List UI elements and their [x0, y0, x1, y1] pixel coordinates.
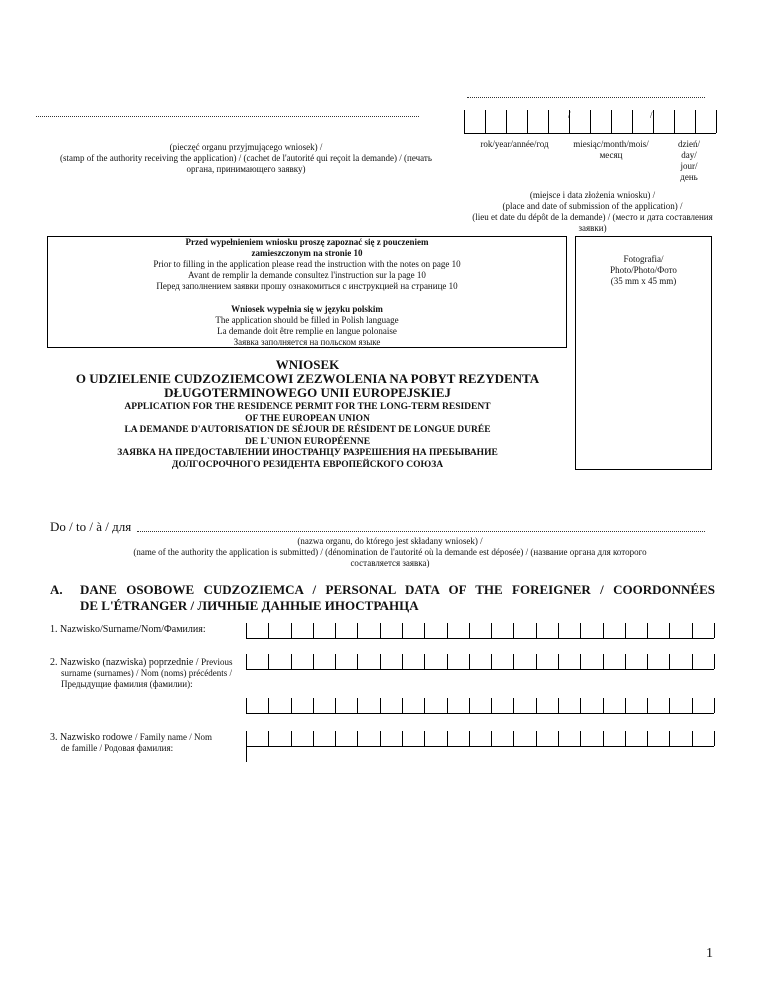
previous-surname-box-divider [402, 698, 403, 713]
previous-surname-box-divider [647, 698, 648, 713]
family-name-box-divider [291, 731, 292, 746]
previous-surname-box-divider [536, 698, 537, 713]
previous-surname-box-divider [246, 698, 247, 713]
field-surname-label: 1. Nazwisko/Surname/Nom/Фамилия: [50, 624, 206, 635]
previous-surname-box-divider [268, 654, 269, 669]
date-box-divider [695, 110, 696, 133]
family-name-box-divider [246, 731, 247, 746]
date-box-divider [506, 110, 507, 133]
previous-surname-box-divider [603, 698, 604, 713]
family-name-box-divider [558, 731, 559, 746]
previous-surname-box-divider [313, 654, 314, 669]
field-family-name-label: 3. Nazwisko rodowe / Family name / Nom de famille / Родовая фамилия: [50, 732, 212, 753]
stamp-caption: (pieczęć organu przyjmującego wniosek) / (stamp of the authority receiving the application) / (cachet de l'autorité qui reçoit la demande) / (печать органа, принимающего заявку) [60, 142, 432, 174]
family-name-box-divider [513, 731, 514, 746]
place-line[interactable] [467, 97, 705, 98]
family-name-box-divider [580, 731, 581, 746]
previous-surname-box-divider [491, 654, 492, 669]
read-instruction-fr: Avant de remplir la demande consultez l'instruction sur la page 10 [188, 270, 426, 280]
date-box-divider [569, 110, 570, 133]
previous-surname-box-divider [424, 698, 425, 713]
previous-surname-box-divider [335, 654, 336, 669]
family-name-box-divider [447, 731, 448, 746]
surname-box-divider [558, 623, 559, 638]
surname-box-divider [424, 623, 425, 638]
surname-box-divider [402, 623, 403, 638]
family-name-box-divider [469, 731, 470, 746]
date-year-label: rok/year/année/год [480, 139, 549, 149]
section-a-heading: DANE OSOBOWE CUDZOZIEMCA / PERSONAL DATA OF THE FOREIGNER / COORDONNÉES DE L'ÉTRANGER / ЛИЧНЫЕ ДАННЫЕ ИНОСТРАНЦА [80, 582, 715, 613]
family-name-box-divider [491, 731, 492, 746]
previous-surname-box-divider [402, 654, 403, 669]
previous-surname-box-divider [246, 654, 247, 669]
authority-caption: (nazwa organu, do którego jest składany wniosek) / (name of the authority the application is submitted) / (dénomination de l'autorité où la demande est déposée) / (название органа для которого составляется заявка) [133, 536, 647, 568]
surname-box-divider [580, 623, 581, 638]
family-name-box-divider [669, 731, 670, 746]
family-name-box-stem [246, 746, 247, 762]
date-box-divider [632, 110, 633, 133]
language-notice-en: The application should be filled in Polish language [215, 315, 399, 325]
previous-surname-box-divider [291, 654, 292, 669]
previous-surname-box-divider [291, 698, 292, 713]
section-a-letter: A. [50, 582, 63, 597]
previous-surname-box-divider [380, 654, 381, 669]
surname-box-divider [357, 623, 358, 638]
photo-box: Fotografia/ Photo/Photo/Фото (35 mm x 45 mm) [575, 236, 712, 470]
previous-surname-box-divider [647, 654, 648, 669]
family-name-box-divider [647, 731, 648, 746]
date-box-divider [485, 110, 486, 133]
page-number: 1 [706, 946, 713, 961]
previous-surname-box-divider [513, 698, 514, 713]
family-name-box-divider [402, 731, 403, 746]
surname-box-divider [714, 623, 715, 638]
previous-surname-box-divider [313, 698, 314, 713]
previous-surname-box-divider [580, 654, 581, 669]
previous-surname-box-divider [603, 654, 604, 669]
stamp-line [36, 116, 419, 117]
read-instruction-pl: Przed wypełnieniem wniosku proszę zapoznać się z pouczeniem [185, 237, 429, 247]
previous-surname-box-divider [692, 698, 693, 713]
family-name-box-divider [625, 731, 626, 746]
family-name-box-divider [603, 731, 604, 746]
family-name-box-divider [424, 731, 425, 746]
previous-surname-box-divider [714, 698, 715, 713]
surname-box-divider [513, 623, 514, 638]
surname-box-divider [603, 623, 604, 638]
previous-surname-box-divider [268, 698, 269, 713]
family-name-box-divider [357, 731, 358, 746]
surname-box-divider [246, 623, 247, 638]
date-separator-1: / [568, 110, 571, 120]
surname-box-divider [291, 623, 292, 638]
date-box-divider [527, 110, 528, 133]
previous-surname-box-divider [380, 698, 381, 713]
language-notice-fr: La demande doit être remplie en langue polonaise [217, 326, 397, 336]
previous-surname-box-divider [424, 654, 425, 669]
previous-surname-box-divider [625, 698, 626, 713]
date-box-divider [716, 110, 717, 133]
family-name-box-divider [335, 731, 336, 746]
previous-surname-box-divider [580, 698, 581, 713]
previous-surname-box-divider [558, 654, 559, 669]
surname-box-divider [692, 623, 693, 638]
surname-box-divider [469, 623, 470, 638]
previous-surname-box-divider [491, 698, 492, 713]
date-box-divider [590, 110, 591, 133]
family-name-box-divider [714, 731, 715, 746]
authority-prefix: Do / to / à / для [50, 519, 132, 534]
previous-surname-box-divider [469, 654, 470, 669]
authority-input-line[interactable] [137, 531, 705, 532]
surname-box-divider [625, 623, 626, 638]
previous-surname-box-divider [357, 698, 358, 713]
language-notice-pl: Wniosek wypełnia się w języku polskim [231, 304, 383, 314]
language-notice-ru: Заявка заполняется на польском языке [233, 337, 381, 347]
surname-box-divider [647, 623, 648, 638]
previous-surname-box-divider [447, 698, 448, 713]
previous-surname-box-divider [714, 654, 715, 669]
previous-surname-box-divider [357, 654, 358, 669]
photo-label: Fotografia/ [623, 254, 664, 264]
family-name-box-divider [380, 731, 381, 746]
date-box-divider [674, 110, 675, 133]
family-name-box-divider [313, 731, 314, 746]
family-name-box-divider [536, 731, 537, 746]
field-previous-surname-label: 2. Nazwisko (nazwiska) poprzednie / Previous surname (surnames) / Nom (noms) précédents / Предыдущие фамилия (фамилии): [50, 657, 233, 689]
previous-surname-box-divider [669, 654, 670, 669]
surname-box-divider [447, 623, 448, 638]
previous-surname-box-divider [513, 654, 514, 669]
surname-box-divider [380, 623, 381, 638]
date-box-divider [464, 110, 465, 133]
date-box-divider [611, 110, 612, 133]
instruction-box: Przed wypełnieniem wniosku proszę zapoznać się z pouczeniem zamieszczonym na stronie 10 Prior to filling in the application please read the instruction with the notes on page 10 Avant de remplir la demande consultez l'instruction sur la page 10 Перед заполнением заявки прошу ознакомиться с инструкцией на странице 10 Wniosek wypełnia się w języku polskim The application should be filled in Polish language La demande doit être remplie en langue polonaise Заявка заполняется на польском языке [47, 236, 567, 348]
surname-box-divider [669, 623, 670, 638]
read-instruction-en: Prior to filling in the application please read the instruction with the notes on page 10 [153, 259, 461, 269]
previous-surname-box-divider [625, 654, 626, 669]
read-instruction-ru: Перед заполнением заявки прошу ознакомиться с инструкцией на странице 10 [156, 281, 458, 291]
photo-size: (35 mm x 45 mm) [610, 276, 677, 286]
date-separator-2: / [650, 110, 653, 120]
surname-box-divider [536, 623, 537, 638]
previous-surname-box-divider [692, 654, 693, 669]
date-box-divider [548, 110, 549, 133]
place-date-caption: (miejsce i data złożenia wniosku) / (place and date of submission of the application) / (lieu et date du dépôt de la demande) / (место и дата составления заявки) [472, 190, 713, 233]
surname-box-divider [268, 623, 269, 638]
previous-surname-box-divider [469, 698, 470, 713]
date-day-label: dzień/ day/ jour/ день [678, 139, 700, 182]
form-title-pl: WNIOSEK O UDZIELENIE CUDZOZIEMCOWI ZEZWOLENIA NA POBYT REZYDENTA DŁUGOTERMINOWEGO UNII EUROPEJSKIEJ [75, 357, 540, 400]
previous-surname-box-divider [335, 698, 336, 713]
form-title-translations: APPLICATION FOR THE RESIDENCE PERMIT FOR THE LONG-TERM RESIDENT OF THE EUROPEAN UNION LA DEMANDE D'AUTORISATION DE SÉJOUR DE RÉSIDENT DE LONGUE DURÉE DE L`UNION EUROPÉENNE ЗАЯВКА НА ПРЕДОСТАВЛЕНИИ ИНОСТРАНЦУ РАЗРЕШЕНИЯ НА ПРЕБЫВАНИЕ ДОЛГОСРОЧНОГО РЕЗИДЕНТА ЕВРОПЕЙСКОГО СОЮЗА [117, 402, 498, 470]
date-box-divider [653, 110, 654, 133]
previous-surname-box-divider [536, 654, 537, 669]
family-name-box-divider [268, 731, 269, 746]
previous-surname-box-divider [669, 698, 670, 713]
previous-surname-box-divider [558, 698, 559, 713]
surname-box-divider [313, 623, 314, 638]
previous-surname-box-divider [447, 654, 448, 669]
date-month-label: miesiąc/month/mois/ месяц [573, 139, 649, 160]
surname-box-divider [335, 623, 336, 638]
family-name-box-divider [692, 731, 693, 746]
surname-box-divider [491, 623, 492, 638]
